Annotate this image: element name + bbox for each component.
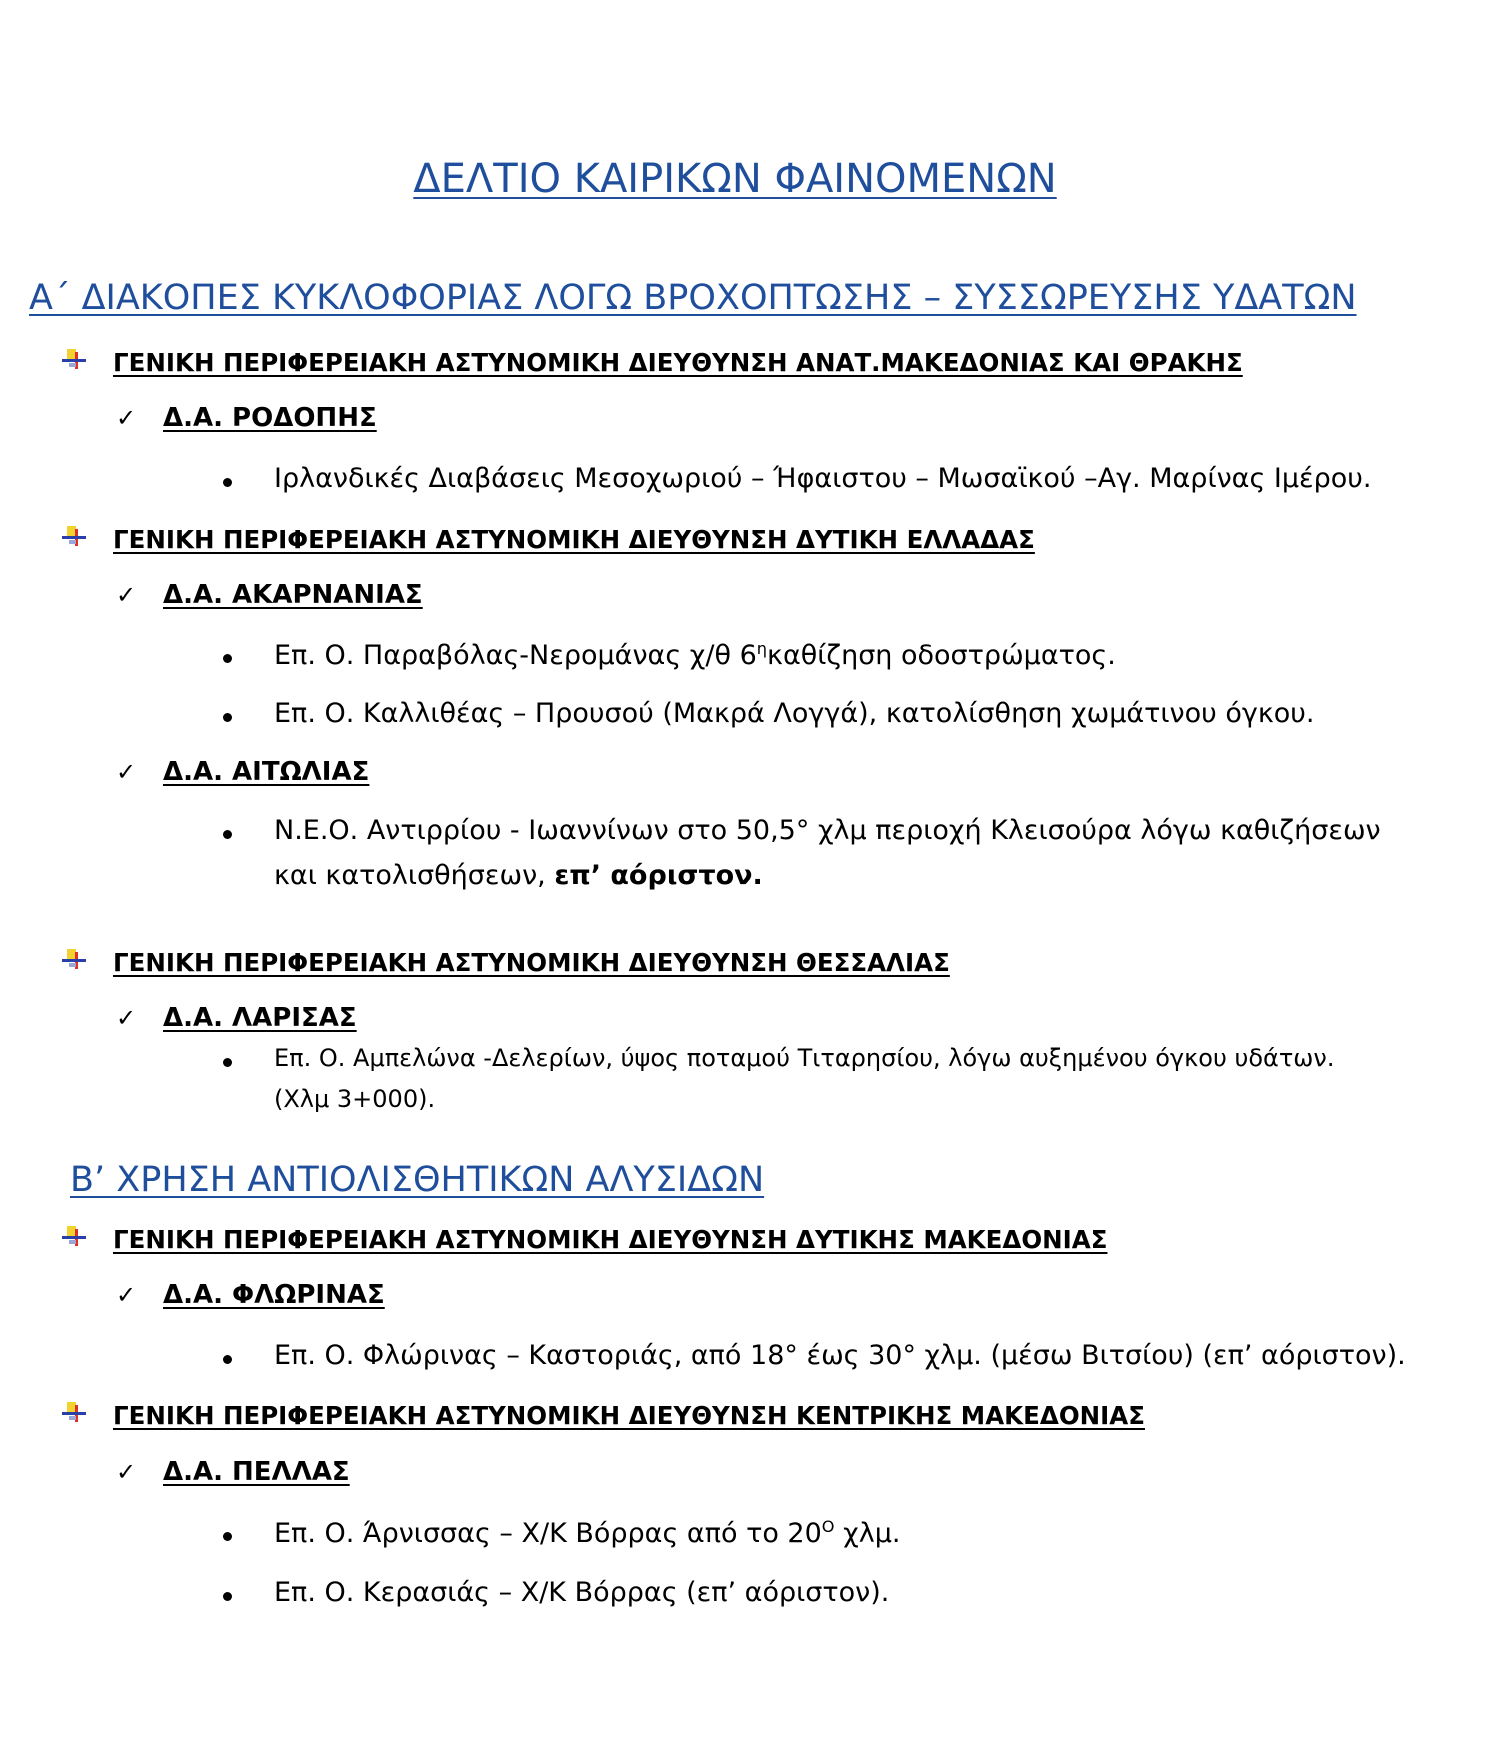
bullet-marker-icon <box>62 1226 86 1248</box>
bullet-marker-icon <box>62 949 86 971</box>
checkmark-icon: ✓ <box>116 1281 137 1309</box>
police-division-heading: Δ.Α. ΛΑΡΙΣΑΣ <box>163 1003 357 1033</box>
road-closure-item-continued: και κατολισθήσεων, επ’ αόριστον. <box>274 860 763 891</box>
police-division-heading: Δ.Α. ΦΛΩΡΙΝΑΣ <box>163 1280 385 1310</box>
page-title: ΔΕΛΤΙΟ ΚΑΙΡΙΚΩΝ ΦΑΙΝΟΜΕΝΩΝ <box>413 156 1057 202</box>
road-closure-item: Ιρλανδικές Διαβάσεις Μεσοχωριού – Ήφαιστου – Μωσαϊκού –Αγ. Μαρίνας Ιμέρου. <box>274 463 1372 494</box>
bullet-dot-icon <box>223 1058 232 1067</box>
directorate-heading: ΓΕΝΙΚΗ ΠΕΡΙΦΕΡΕΙΑΚΗ ΑΣΤΥΝΟΜΙΚΗ ΔΙΕΥΘΥΝΣΗ ΘΕΣΣΑΛΙΑΣ <box>113 948 950 977</box>
bullet-marker-icon <box>62 1402 86 1424</box>
directorate-heading: ΓΕΝΙΚΗ ΠΕΡΙΦΕΡΕΙΑΚΗ ΑΣΤΥΝΟΜΙΚΗ ΔΙΕΥΘΥΝΣΗ ΔΥΤΙΚΗΣ ΜΑΚΕΔΟΝΙΑΣ <box>113 1225 1108 1254</box>
bullet-marker-icon <box>62 526 86 548</box>
directorate-heading: ΓΕΝΙΚΗ ΠΕΡΙΦΕΡΕΙΑΚΗ ΑΣΤΥΝΟΜΙΚΗ ΔΙΕΥΘΥΝΣΗ ΑΝΑΤ.ΜΑΚΕΔΟΝΙΑΣ ΚΑΙ ΘΡΑΚΗΣ <box>113 348 1243 377</box>
road-closure-item: Επ. Ο. Κερασιάς – Χ/Κ Βόρρας (επ’ αόριστον). <box>274 1577 890 1608</box>
checkmark-icon: ✓ <box>116 1004 137 1032</box>
police-division-heading: Δ.Α. ΑΚΑΡΝΑΝΙΑΣ <box>163 580 423 610</box>
road-closure-item: Επ. Ο. Φλώρινας – Καστοριάς, από 18° έως 30° χλμ. (μέσω Βιτσίου) (επ’ αόριστον). <box>274 1340 1406 1371</box>
road-closure-item: Επ. Ο. Καλλιθέας – Προυσού (Μακρά Λογγά), κατολίσθηση χωμάτινου όγκου. <box>274 698 1315 729</box>
bullet-dot-icon <box>223 478 232 487</box>
checkmark-icon: ✓ <box>116 581 137 609</box>
bullet-dot-icon <box>223 1532 232 1541</box>
directorate-heading: ΓΕΝΙΚΗ ΠΕΡΙΦΕΡΕΙΑΚΗ ΑΣΤΥΝΟΜΙΚΗ ΔΙΕΥΘΥΝΣΗ ΔΥΤΙΚΗ ΕΛΛΑΔΑΣ <box>113 525 1035 554</box>
road-closure-item: Ν.Ε.Ο. Αντιρρίου - Ιωαννίνων στο 50,5° χλμ περιοχή Κλεισούρα λόγω καθιζήσεων <box>274 815 1381 846</box>
police-division-heading: Δ.Α. ΑΙΤΩΛΙΑΣ <box>163 757 370 787</box>
police-division-heading: Δ.Α. ΠΕΛΛΑΣ <box>163 1457 350 1487</box>
checkmark-icon: ✓ <box>116 1458 137 1486</box>
road-closure-item: Επ. Ο. Άρνισσας – Χ/Κ Βόρρας από το $20^O$ χλμ. <box>274 1517 901 1549</box>
checkmark-icon: ✓ <box>116 758 137 786</box>
bullet-dot-icon <box>223 654 232 663</box>
road-closure-item-continued: (Χλμ 3+000). <box>274 1085 436 1113</box>
section-a-heading: Α΄ ΔΙΑΚΟΠΕΣ ΚΥΚΛΟΦΟΡΙΑΣ ΛΟΓΩ ΒΡΟΧΟΠΤΩΣΗΣ – ΣΥΣΣΩΡΕΥΣΗΣ ΥΔΑΤΩΝ <box>29 278 1357 318</box>
bullet-dot-icon <box>223 1355 232 1364</box>
section-b-heading: Β’ ΧΡΗΣΗ ΑΝΤΙΟΛΙΣΘΗΤΙΚΩΝ ΑΛΥΣΙΔΩΝ <box>70 1160 765 1200</box>
road-closure-item: Επ. Ο. Αμπελώνα -Δελερίων, ύψος ποταμού Τιταρησίου, λόγω αυξημένου όγκου υδάτων. <box>274 1044 1335 1072</box>
bullet-dot-icon <box>223 1592 232 1601</box>
police-division-heading: Δ.Α. ΡΟΔΟΠΗΣ <box>163 403 377 433</box>
directorate-heading: ΓΕΝΙΚΗ ΠΕΡΙΦΕΡΕΙΑΚΗ ΑΣΤΥΝΟΜΙΚΗ ΔΙΕΥΘΥΝΣΗ ΚΕΝΤΡΙΚΗΣ ΜΑΚΕΔΟΝΙΑΣ <box>113 1401 1145 1430</box>
bullet-dot-icon <box>223 830 232 839</box>
checkmark-icon: ✓ <box>116 404 137 432</box>
bullet-marker-icon <box>62 349 86 371</box>
road-closure-item: Επ. Ο. Παραβόλας-Νερομάνας χ/θ $6^\eta\kappa\alpha\theta ί\zeta\eta\sigma\eta$ οδοστρώματος. <box>274 639 1116 671</box>
bullet-dot-icon <box>223 713 232 722</box>
